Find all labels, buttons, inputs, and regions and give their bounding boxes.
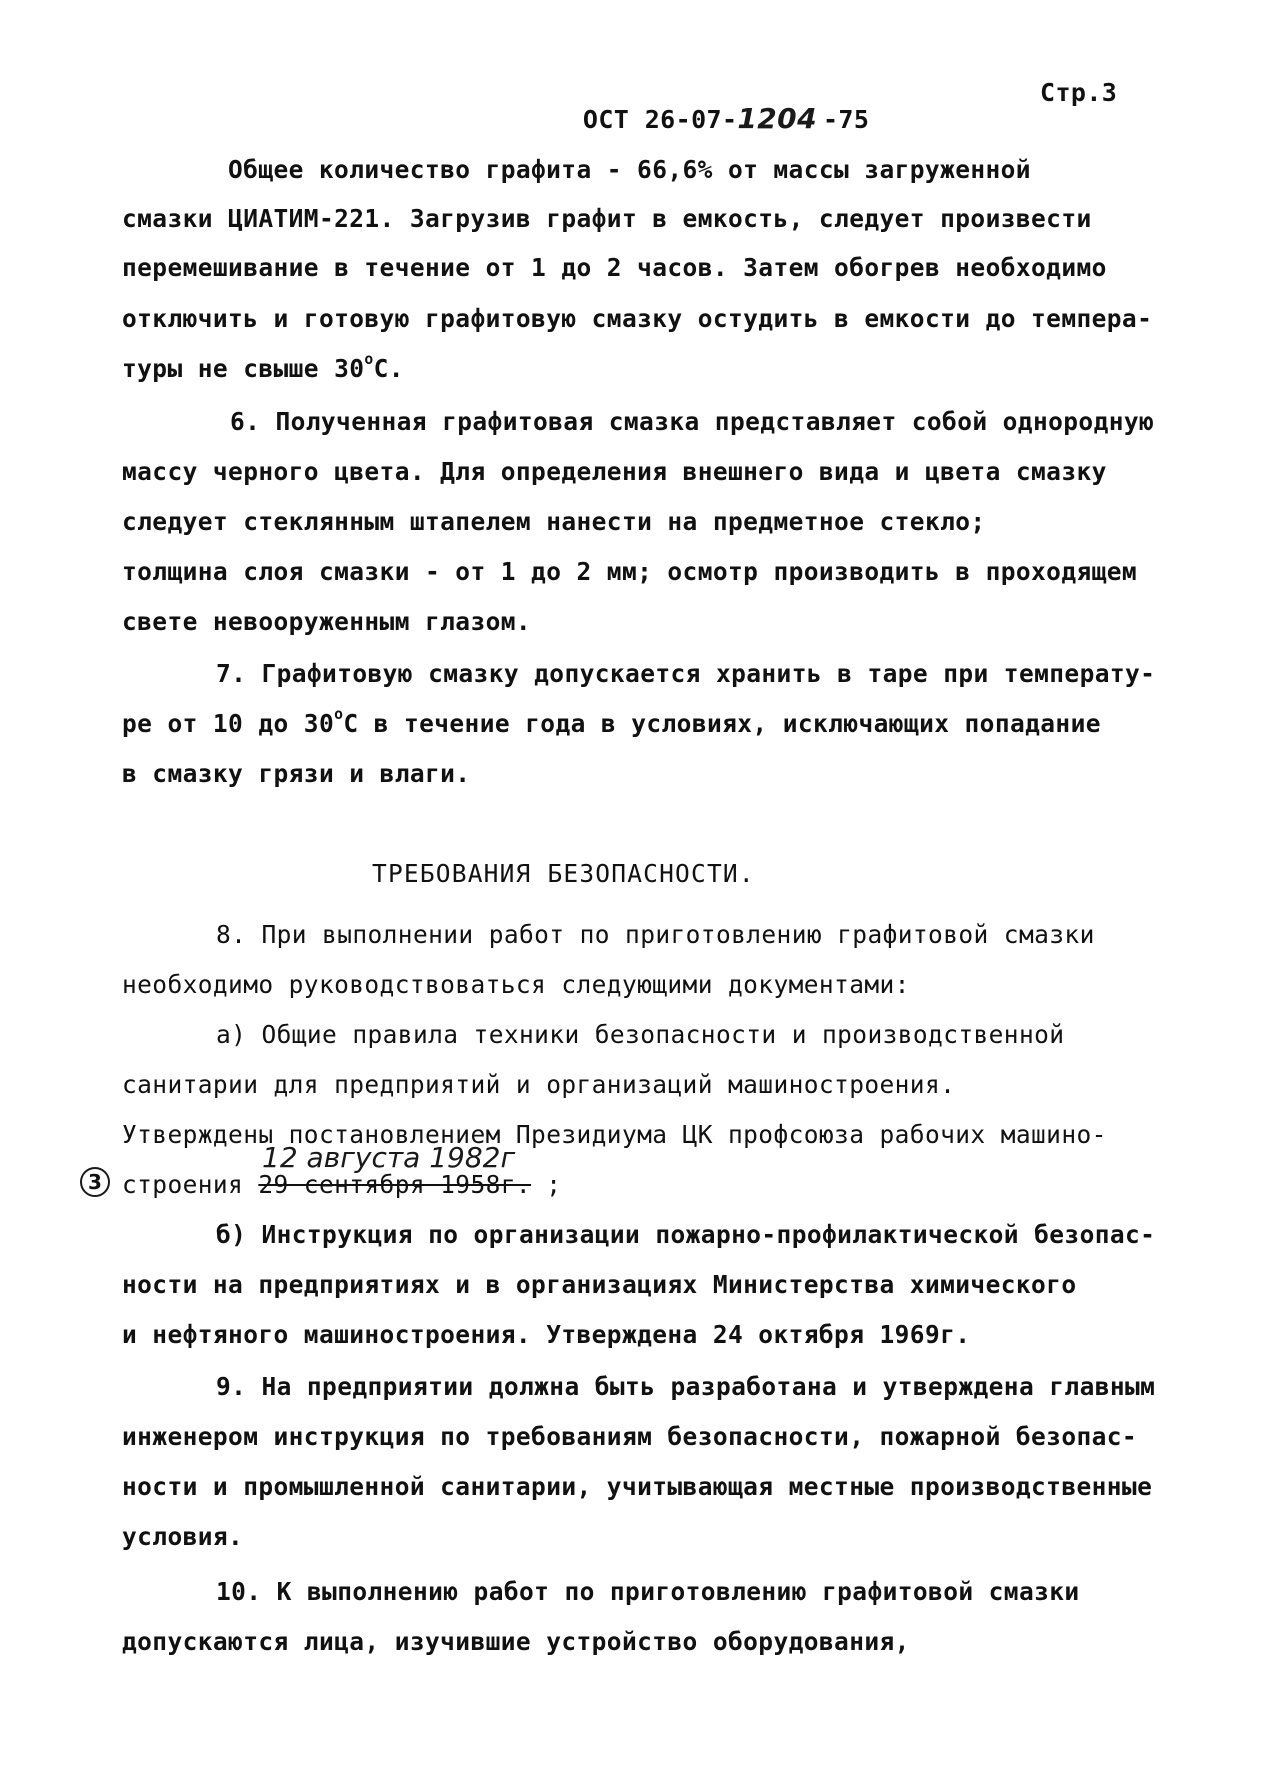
p9-line-1: 9. На предприятии должна быть разработана и утверждена главным: [216, 1372, 1156, 1401]
revision-mark-icon: 3: [80, 1167, 110, 1197]
doc-prefix: ОСТ 26-07-: [582, 105, 738, 134]
p6-line-4: толщина слоя смазки - от 1 до 2 мм; осмотр производить в проходящем: [122, 557, 1138, 586]
p6-line-2: массу черного цвета. Для определения внешнего вида и цвета смазку: [122, 457, 1107, 486]
degree-sign: о: [334, 706, 344, 723]
p9-line-2: инженером инструкция по требованиям безопасности, пожарной безопас-: [122, 1422, 1138, 1451]
struck-date: 29 сентября 1958г.: [258, 1170, 532, 1199]
p8b-line-2: ности на предприятиях и в организациях Министерства химического: [122, 1270, 1077, 1299]
p9-line-3: ности и промышленной санитарии, учитывающая местные производственные: [122, 1472, 1153, 1501]
p8a-line-1: а) Общие правила техники безопасности и производственной: [216, 1020, 1065, 1049]
p8a-line-4: строения 29 сентября 1958г. ;: [122, 1170, 562, 1199]
p7-line-3: в смазку грязи и влаги.: [122, 759, 471, 788]
doc-suffix: -75: [822, 105, 870, 134]
p9-line-4: условия.: [122, 1522, 244, 1551]
p5-line-2: смазки ЦИАТИМ-221. Загрузив графит в емкость, следует произвести: [122, 204, 1092, 233]
p5-line-4: отключить и готовую графитовую смазку остудить в емкости до темпера-: [122, 304, 1153, 333]
p8b-line-1: б) Инструкция по организации пожарно-профилактической безопас-: [216, 1220, 1156, 1249]
degree-sign: о: [364, 351, 374, 368]
handwritten-date: 12 августа 1982г: [262, 1141, 516, 1174]
p8b-line-3: и нефтяного машиностроения. Утверждена 24 октября 1969г.: [122, 1320, 971, 1349]
page-number: Стр.3: [1040, 78, 1118, 107]
p7-line-1: 7. Графитовую смазку допускается хранить в таре при температу-: [216, 659, 1156, 688]
section-title: ТРЕБОВАНИЯ БЕЗОПАСНОСТИ.: [372, 859, 755, 888]
p5-line-1: Общее количество графита - 66,6% от массы загруженной: [228, 155, 1031, 184]
p8a-line-2: санитарии для предприятий и организаций машиностроения.: [122, 1070, 956, 1099]
p6-line-5: свете невооруженным глазом.: [122, 607, 532, 636]
doc-number-handwritten: 1204: [737, 102, 817, 135]
p10-line-1: 10. К выполнению работ по приготовлению графитовой смазки: [216, 1577, 1080, 1606]
p8-line-1: 8. При выполнении работ по приготовлению графитовой смазки: [216, 920, 1095, 949]
p8a-line-3: Утверждены постановлением Президиума ЦК профсоюза рабочих машино-: [122, 1120, 1107, 1149]
p7-line-2: ре от 10 до $30^оС$ в течение года в условиях, исключающих попадание: [122, 706, 1101, 738]
document-code: [552, 80, 869, 133]
p8-line-2: необходимо руководствоваться следующими документами:: [122, 970, 910, 999]
p6-line-1: 6. Полученная графитовая смазка представляет собой однородную: [230, 407, 1155, 436]
p5-line-3: перемешивание в течение от 1 до 2 часов. Затем обогрев необходимо: [122, 253, 1107, 282]
p5-line-5: туры не свыше $30^оС$.: [122, 351, 404, 383]
p10-line-2: допускаются лица, изучившие устройство оборудования,: [122, 1627, 910, 1656]
p6-line-3: следует стеклянным штапелем нанести на предметное стекло;: [122, 507, 986, 536]
